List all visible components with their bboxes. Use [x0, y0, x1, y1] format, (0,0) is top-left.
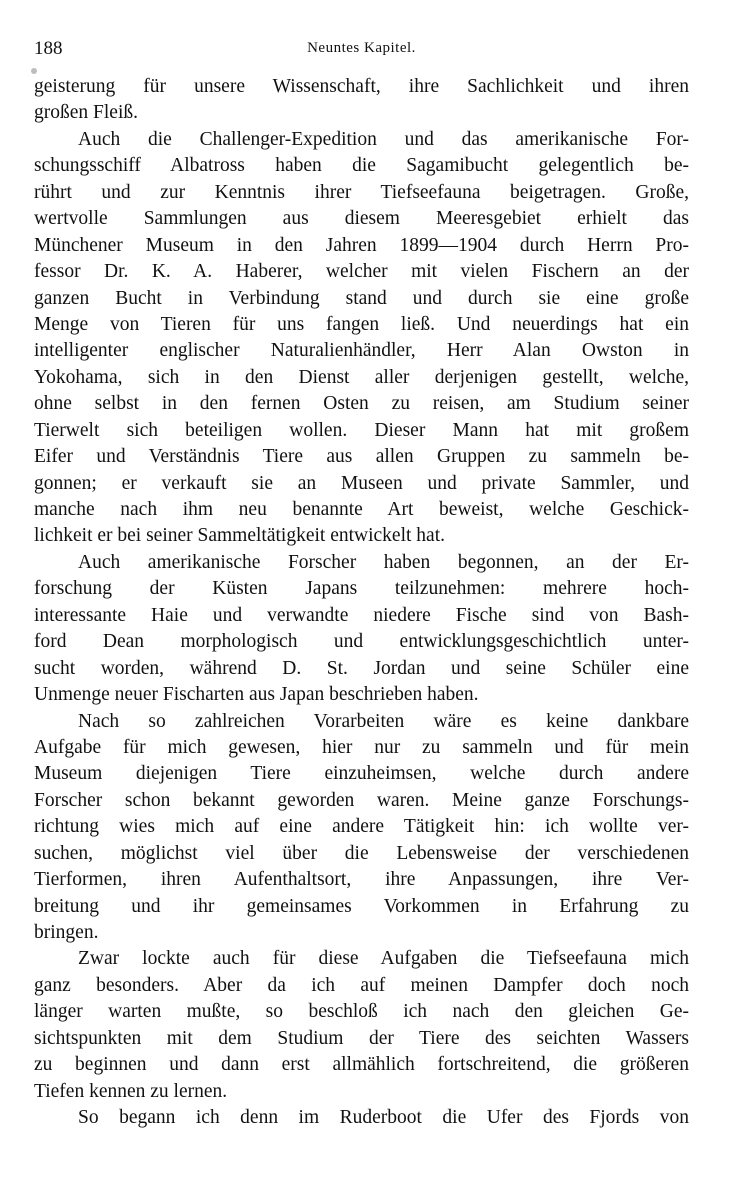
text-line: richtung wies mich auf eine andere Tätigkeit hin: ich wollte ver-	[34, 816, 689, 838]
text-line: Münchener Museum in den Jahren 1899—1904 durch Herrn Pro-	[34, 234, 689, 256]
text-line: Auch amerikanische Forscher haben begonnen, an der Er-	[78, 551, 689, 573]
text-line: breitung und ihr gemeinsames Vorkommen in Erfahrung zu	[34, 895, 689, 917]
running-head: Neuntes Kapitel.	[307, 40, 416, 56]
text-line: Aufgabe für mich gewesen, hier nur zu sammeln und für mein	[34, 736, 689, 758]
text-line: lichkeit er bei seiner Sammeltätigkeit entwickelt hat.	[34, 525, 445, 547]
text-line: Forscher schon bekannt geworden waren. Meine ganze Forschungs-	[34, 789, 689, 811]
text-line: suchen, möglichst viel über die Lebensweise der verschiedenen	[34, 842, 689, 864]
text-line: Yokohama, sich in den Dienst aller derjenigen gestellt, welche,	[34, 366, 689, 388]
text-line: Tierwelt sich beteiligen wollen. Dieser Mann hat mit großem	[34, 419, 689, 441]
paragraph	[34, 550, 689, 709]
text-line: bringen.	[34, 922, 99, 943]
text-line: Auch die Challenger-Expedition und das amerikanische For-	[78, 128, 689, 150]
text-line: länger warten mußte, so beschloß ich nach den gleichen Ge-	[34, 1001, 689, 1023]
text-line: Tiefen kennen zu lernen.	[34, 1080, 228, 1102]
text-line: wertvolle Sammlungen aus diesem Meeresgebiet erhielt das	[34, 208, 689, 230]
text-line: rührt und zur Kenntnis ihrer Tiefseefauna beigetragen. Große,	[34, 181, 689, 203]
text-line: sichtspunkten mit dem Studium der Tiere des seichten Wassers	[34, 1027, 689, 1049]
text-line: So begann ich denn im Ruderboot die Ufer des Fjords von	[78, 1107, 689, 1129]
text-line: Zwar lockte auch für diese Aufgaben die Tiefseefauna mich	[78, 948, 689, 970]
text-line: geisterung für unsere Wissenschaft, ihre Sachlichkeit und ihren	[34, 76, 689, 97]
paragraph	[34, 709, 689, 947]
text-line: ford Dean morphologisch und entwicklungsgeschichtlich unter-	[34, 631, 689, 653]
text-line: forschung der Küsten Japans teilzunehmen: mehrere hoch-	[34, 578, 689, 600]
text-line: Tierformen, ihren Aufenthaltsort, ihre Anpassungen, ihre Ver-	[34, 869, 689, 891]
body-text	[34, 74, 689, 1132]
paragraph	[34, 74, 689, 127]
paragraph	[34, 1105, 689, 1131]
text-line: Nach so zahlreichen Vorarbeiten wäre es keine dankbare	[78, 710, 689, 732]
text-line: schungsschiff Albatross haben die Sagamibucht gelegentlich be-	[34, 155, 689, 177]
paragraph	[34, 127, 689, 550]
text-line: Menge von Tieren für uns fangen ließ. Und neuerdings hat ein	[34, 313, 689, 335]
text-line: Museum diejenigen Tiere einzuheimsen, welche durch andere	[34, 763, 689, 785]
text-line: sucht worden, während D. St. Jordan und seine Schüler eine	[34, 657, 689, 679]
page-number: 188	[34, 38, 63, 59]
text-line: manche nach ihm neu benannte Art beweist, welche Geschick-	[34, 499, 689, 520]
text-line: Unmenge neuer Fischarten aus Japan beschrieben haben.	[34, 684, 479, 706]
paragraph	[34, 946, 689, 1105]
text-line: ohne selbst in den fernen Osten zu reisen, am Studium seiner	[34, 393, 689, 415]
text-line: Eifer und Verständnis Tiere aus allen Gruppen zu sammeln be-	[34, 446, 689, 468]
page-header	[34, 38, 689, 60]
text-line: zu beginnen und dann erst allmählich fortschreitend, die größeren	[34, 1054, 689, 1076]
text-line: intelligenter englischer Naturalienhändler, Herr Alan Owston in	[34, 340, 689, 362]
text-line: großen Fleiß.	[34, 102, 138, 124]
text-line: ganzen Bucht in Verbindung stand und durch sie eine große	[34, 287, 689, 309]
text-line: ganz besonders. Aber da ich auf meinen Dampfer doch noch	[34, 974, 689, 996]
text-line: fessor Dr. K. A. Haberer, welcher mit vielen Fischern an der	[34, 261, 689, 283]
text-line: interessante Haie und verwandte niedere Fische sind von Bash-	[34, 604, 689, 626]
text-line: gonnen; er verkauft sie an Museen und private Sammler, und	[34, 472, 689, 494]
